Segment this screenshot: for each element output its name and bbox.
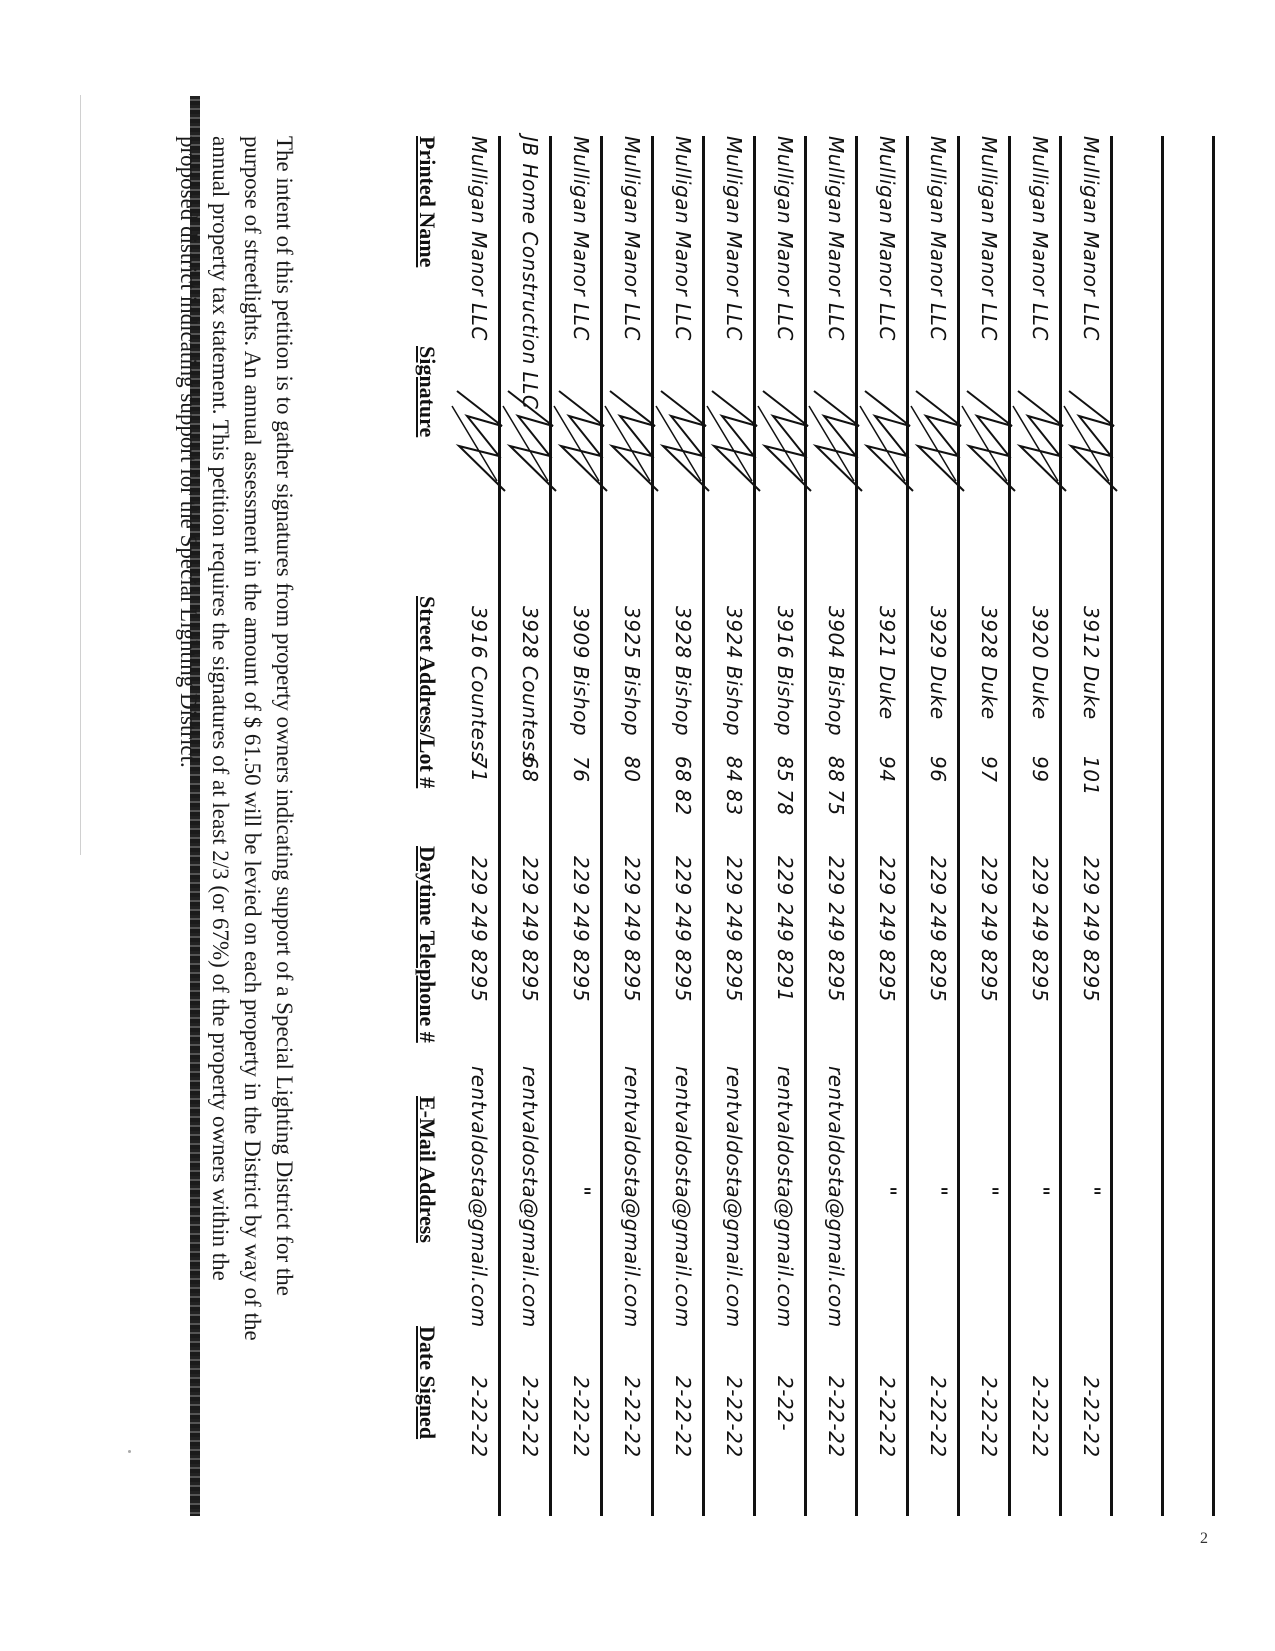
empty-row [1169,136,1215,1496]
date-cell: 2-22-22 [875,1376,899,1458]
table-row [863,136,909,1496]
lot-cell: 94 [875,756,899,783]
table-row [710,136,756,1496]
date-cell: 2-22-22 [977,1376,1001,1458]
address-cell: 3928 Countess [518,606,542,763]
email-cell: rentvaldosta@gmail.com [824,1066,848,1328]
header-email: E-Mail Address [415,1096,440,1243]
page-mark: 2 [1200,1530,1208,1547]
address-cell: 3909 Bishop [569,606,593,737]
address-cell: 3925 Bishop [620,606,644,737]
lot-cell: 84 83 [722,756,746,816]
phone-cell: 229 249 8295 [620,856,644,1002]
address-cell: 3916 Countess [467,606,491,763]
scan-speck [128,1450,131,1453]
lot-cell: 88 75 [824,756,848,816]
row-rule [753,136,756,1516]
phone-cell: 229 249 8295 [518,856,542,1002]
email-cell: " [568,1186,593,1197]
row-rule [600,136,603,1516]
row-rule [1110,136,1113,1516]
date-cell: 2-22-22 [518,1376,542,1458]
printed-name-cell: Mulligan Manor LLC [1028,136,1052,341]
printed-name-cell: Mulligan Manor LLC [467,136,491,341]
date-cell: 2-22-22 [824,1376,848,1458]
date-cell: 2-22-22 [467,1376,491,1458]
row-rule [1212,136,1215,1516]
lot-cell: 85 78 [773,756,797,816]
printed-name-cell: Mulligan Manor LLC [671,136,695,341]
lot-cell: 97 [977,756,1001,783]
row-rule [1059,136,1062,1516]
email-cell: " [1027,1186,1052,1197]
printed-name-cell: Mulligan Manor LLC [1079,136,1103,341]
phone-cell: 229 249 8295 [977,856,1001,1002]
table-row [812,136,858,1496]
email-cell: rentvaldosta@gmail.com [467,1066,491,1328]
scan-edge [80,95,81,855]
header-street-address: Street Address/Lot # [415,596,440,789]
address-cell: 3921 Duke [875,606,899,720]
date-cell: 2-22-22 [926,1376,950,1458]
phone-cell: 229 249 8295 [722,856,746,1002]
row-rule [957,136,960,1516]
lot-cell: 76 [569,756,593,783]
phone-cell: 229 249 8295 [875,856,899,1002]
row-rule [906,136,909,1516]
header-telephone: Daytime Telephone # [415,846,440,1043]
header-printed-name: Printed Name [415,136,440,268]
address-cell: 3928 Duke [977,606,1001,720]
table-row [659,136,705,1496]
table-row [608,136,654,1496]
table-row [455,136,501,1496]
date-cell: 2-22-22 [620,1376,644,1458]
address-cell: 3924 Bishop [722,606,746,737]
phone-cell: 229 249 8295 [1079,856,1103,1002]
printed-name-cell: Mulligan Manor LLC [569,136,593,341]
address-cell: 3904 Bishop [824,606,848,737]
date-cell: 2-22- [773,1376,797,1432]
printed-name-cell: JB Home Construction LLC [518,136,542,410]
printed-name-cell: Mulligan Manor LLC [773,136,797,341]
email-cell: rentvaldosta@gmail.com [773,1066,797,1328]
phone-cell: 229 249 8291 [773,856,797,1002]
address-cell: 3920 Duke [1028,606,1052,720]
intro-paragraph: The intent of this petition is to gather signatures from property owners indicating support of a Special Lighting District for the purpose of streetlights. An annual assessment in the amount of $ 61.50 will be levied on each property in the District by way of the annual property tax statement. This petition requires the signatures of at least 2/3 (or 67%) of the property owners within the proposed district indicating support for the Special Lighting District. [176,136,297,1341]
phone-cell: 229 249 8295 [671,856,695,1002]
email-cell: rentvaldosta@gmail.com [671,1066,695,1328]
row-rule [855,136,858,1516]
row-rule [804,136,807,1516]
header-date-signed: Date Signed [415,1326,440,1440]
table-row [506,136,552,1496]
row-rule [549,136,552,1516]
petition-page [176,96,1120,1516]
address-cell: 3916 Bishop [773,606,797,737]
email-cell: " [925,1186,950,1197]
address-cell: 3928 Bishop [671,606,695,737]
phone-cell: 229 249 8295 [569,856,593,1002]
lot-cell: 68 82 [671,756,695,816]
printed-name-cell: Mulligan Manor LLC [875,136,899,341]
row-rule [651,136,654,1516]
row-rule [498,136,501,1516]
address-cell: 3929 Duke [926,606,950,720]
email-cell: rentvaldosta@gmail.com [620,1066,644,1328]
row-rule [1008,136,1011,1516]
lot-cell: 96 [926,756,950,783]
empty-row [1118,136,1164,1496]
table-row [1067,136,1113,1496]
email-cell: rentvaldosta@gmail.com [722,1066,746,1328]
lot-cell: 80 [620,756,644,783]
phone-cell: 229 249 8295 [824,856,848,1002]
lot-cell: 71 [467,756,491,783]
printed-name-cell: Mulligan Manor LLC [977,136,1001,341]
email-cell: " [874,1186,899,1197]
lot-cell: 68 [518,756,542,783]
table-row [761,136,807,1496]
table-row [914,136,960,1496]
email-cell: rentvaldosta@gmail.com [518,1066,542,1328]
row-rule [1161,136,1164,1516]
phone-cell: 229 249 8295 [926,856,950,1002]
table-row [557,136,603,1496]
phone-cell: 229 249 8295 [1028,856,1052,1002]
printed-name-cell: Mulligan Manor LLC [620,136,644,341]
date-cell: 2-22-22 [1079,1376,1103,1458]
date-cell: 2-22-22 [569,1376,593,1458]
date-cell: 2-22-22 [671,1376,695,1458]
lot-cell: 101 [1079,756,1103,796]
address-cell: 3912 Duke [1079,606,1103,720]
printed-name-cell: Mulligan Manor LLC [722,136,746,341]
table-row [965,136,1011,1496]
printed-name-cell: Mulligan Manor LLC [824,136,848,341]
email-cell: " [1078,1186,1103,1197]
signature-table [320,136,1120,1496]
date-cell: 2-22-22 [1028,1376,1052,1458]
table-row [1016,136,1062,1496]
phone-cell: 229 249 8295 [467,856,491,1002]
header-signature: Signature [415,346,440,438]
lot-cell: 99 [1028,756,1052,783]
date-cell: 2-22-22 [722,1376,746,1458]
printed-name-cell: Mulligan Manor LLC [926,136,950,341]
row-rule [702,136,705,1516]
email-cell: " [976,1186,1001,1197]
